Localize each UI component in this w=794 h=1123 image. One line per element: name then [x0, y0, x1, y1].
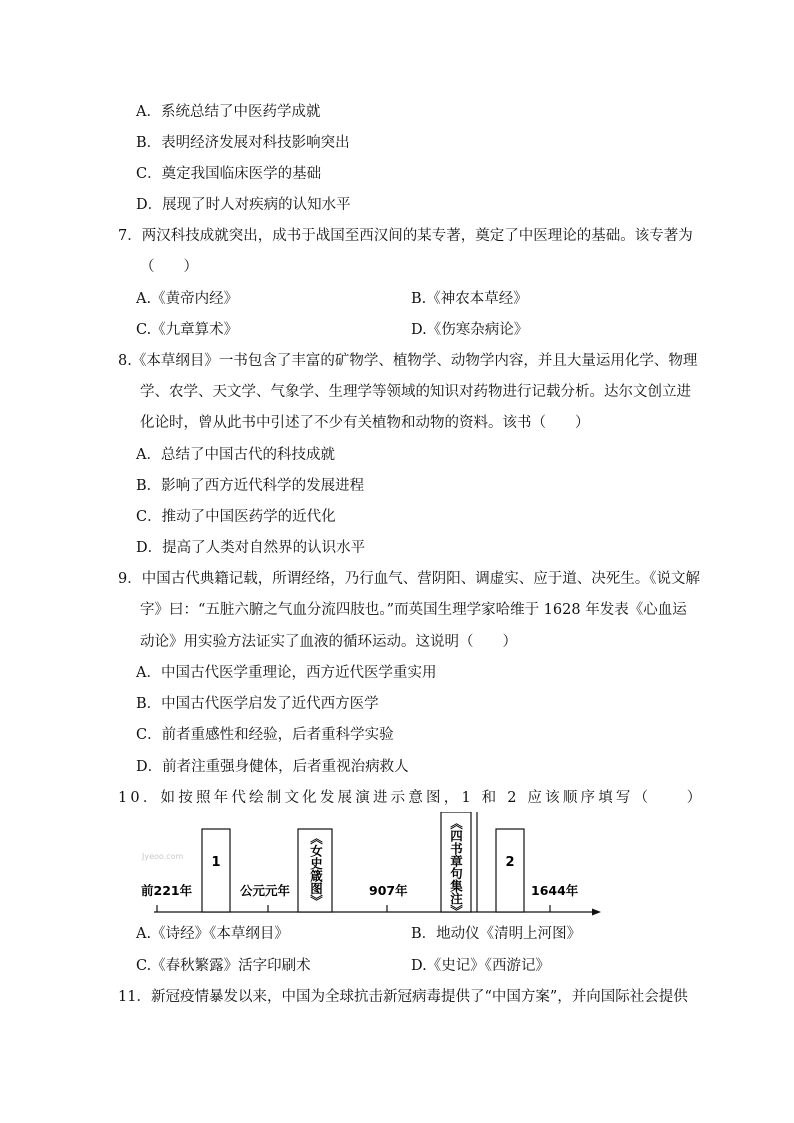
q9-option-d: D．前者注重强身健体，后者重视治病救人 — [136, 759, 409, 775]
timeline-box-1 — [202, 829, 230, 912]
q9-option-b: B．中国古代医学启发了近代西方医学 — [136, 696, 379, 712]
q10-option-b: B．地动仪《清明上河图》 — [411, 926, 582, 942]
label-1644: 1644年 — [531, 883, 579, 898]
q8-option-d: D．提高了人类对自然界的认识水平 — [136, 540, 366, 556]
q6-option-d: D．展现了时人对疾病的认知水平 — [136, 197, 351, 213]
q7-stem-line2: （ ） — [140, 259, 198, 275]
q10-option-a: A.《诗经》《本草纲目》 — [136, 926, 289, 942]
watermark-text: Jyeoo.com — [142, 852, 184, 861]
q9-stem-line3: 动论》用实验方法证实了血液的循环运动。这说明（ ） — [140, 634, 517, 650]
q7-option-d: D.《伤寒杂病论》 — [411, 322, 529, 338]
q8-option-c: C．推动了中国医药学的近代化 — [136, 509, 336, 525]
q7-stem-line1: 7．两汉科技成就突出，成书于战国至西汉间的某专著，奠定了中医理论的基础。该专著为 — [118, 228, 693, 244]
culture-timeline-diagram — [140, 812, 610, 924]
q6-option-c: C．奠定我国临床医学的基础 — [136, 166, 322, 182]
label-year-1: 公元元年 — [240, 883, 291, 898]
timeline-book-1-label: 《女史箴图》 — [308, 832, 324, 907]
timeline-box-2 — [496, 829, 524, 912]
q9-option-c: C．前者重感性和经验，后者重科学实验 — [136, 727, 394, 743]
q10-option-c: C.《春秋繁露》活字印刷术 — [136, 958, 311, 974]
label-907: 907年 — [369, 883, 408, 898]
timeline-arrowhead — [592, 909, 601, 916]
q7-option-a: A.《黄帝内经》 — [136, 291, 239, 307]
q7-option-c: C.《九章算术》 — [136, 322, 239, 338]
q6-option-a: A．系统总结了中医药学成就 — [136, 104, 321, 120]
q9-option-a: A．中国古代医学重理论，西方近代医学重实用 — [136, 665, 437, 681]
q8-stem-line3: 化论时，曾从此书中引述了不少有关植物和动物的资料。该书（ ） — [140, 415, 590, 431]
timeline-box-2-label: 2 — [505, 855, 515, 870]
q8-option-a: A．总结了中国古代的科技成就 — [136, 447, 335, 463]
q10-stem: 10．如按照年代绘制文化发展演进示意图，1 和 2 应该顺序填写（ ） — [118, 790, 705, 806]
q9-stem-line1: 9．中国古代典籍记载，所谓经络，乃行血气、营阴阳、调虚实、应于道、决死生。《说文解 — [118, 571, 700, 587]
timeline-box-1-label: 1 — [211, 855, 221, 870]
label-221bc: 前221年 — [141, 883, 193, 898]
q6-option-b: B．表明经济发展对科技影响突出 — [136, 135, 350, 151]
q8-option-b: B．影响了西方近代科学的发展进程 — [136, 478, 365, 494]
timeline-book-2-label: 《四书章句集注》 — [448, 817, 464, 917]
q8-stem-line2: 学、农学、天文学、气象学、生理学等领域的知识对药物进行记载分析。达尔文创立进 — [140, 384, 691, 400]
q11-stem-line1: 11．新冠疫情暴发以来，中国为全球抗击新冠病毒提供了“中国方案”，并向国际社会提供 — [118, 989, 688, 1005]
q9-stem-line2: 字》曰：“五脏六腑之气血分流四肢也。”而英国生理学家哈维于 1628 年发表《心血运 — [140, 602, 687, 618]
q8-stem-line1: 8.《本草纲目》一书包含了丰富的矿物学、植物学、动物学内容，并且大量运用化学、物理 — [118, 353, 698, 369]
q10-option-d: D.《史记》《西游记》 — [411, 958, 550, 974]
q7-option-b: B.《神农本草经》 — [411, 291, 528, 307]
